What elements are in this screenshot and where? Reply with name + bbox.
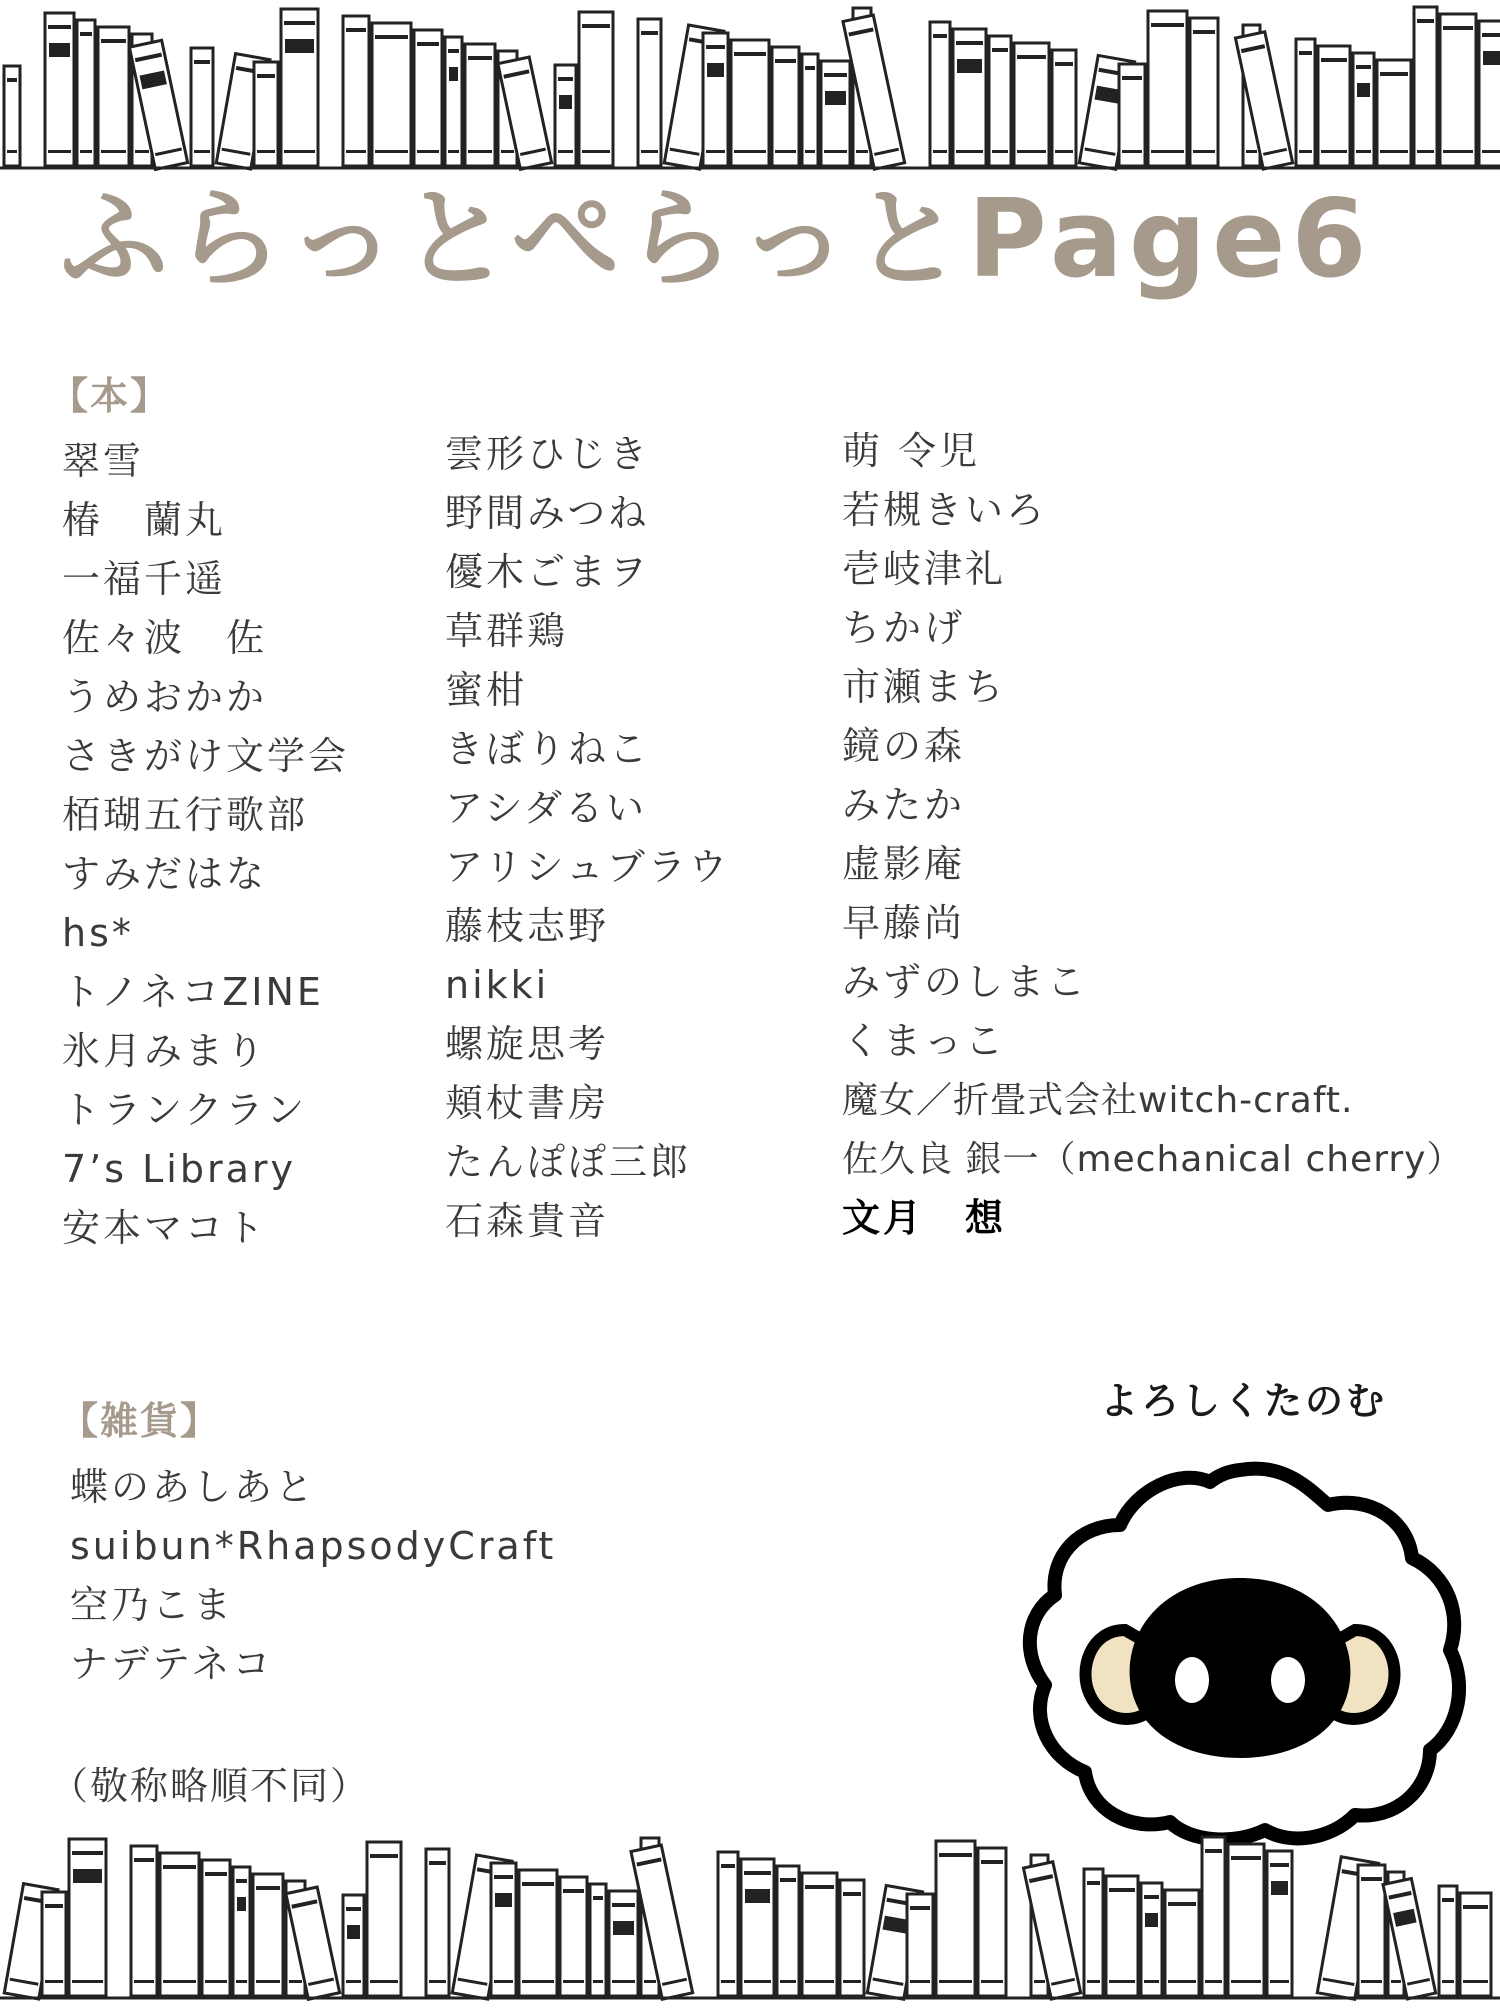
- list-item: 若槻きいろ: [842, 488, 1048, 532]
- list-item: nikki: [445, 963, 550, 1007]
- list-item: みずのしまこ: [842, 960, 1089, 1004]
- list-item: さきがけ文学会: [62, 734, 350, 778]
- sheep-icon: [1010, 1440, 1470, 1850]
- list-item: すみだはな: [62, 852, 268, 896]
- list-item: 鏡の森: [842, 724, 966, 768]
- list-item: 佐々波 佐: [62, 616, 268, 660]
- list-item: 萌 令児: [842, 429, 981, 473]
- list-item: 石森貴音: [445, 1199, 610, 1243]
- list-item: 7’s Library: [62, 1147, 297, 1191]
- list-item: 椿 蘭丸: [62, 498, 227, 542]
- list-item: 草群鶏: [445, 609, 569, 653]
- list-item: 安本マコト: [62, 1206, 268, 1250]
- list-item: ちかげ: [842, 606, 966, 650]
- list-item: 栢瑚五行歌部: [62, 793, 309, 837]
- list-item: 空乃こま: [70, 1583, 235, 1627]
- list-item: 壱岐津礼: [842, 547, 1007, 591]
- list-item: suibun*RhapsodyCraft: [70, 1524, 557, 1568]
- list-item: 早藤尚: [842, 901, 966, 945]
- list-item: 文月 想: [842, 1196, 1007, 1240]
- bookshelf-icon: [0, 0, 1500, 180]
- list-item: 野間みつね: [445, 491, 650, 535]
- list-item: きぼりねこ: [445, 727, 651, 771]
- page-title: ふらっとぺらっとPage6: [60, 177, 1373, 302]
- mascot-caption: よろしくたのむ: [1100, 1379, 1388, 1423]
- list-item: 魔女／折畳式会社witch-craft.: [842, 1080, 1354, 1121]
- list-item: 雲形ひじき: [445, 432, 651, 476]
- books-column-1: [62, 432, 349, 1258]
- list-item: みたか: [842, 783, 966, 827]
- list-item: 優木ごまヲ: [445, 550, 651, 594]
- list-item: くまっこ: [842, 1019, 1007, 1063]
- books-column-2: [445, 425, 730, 1251]
- list-item: 蜜柑: [445, 668, 528, 712]
- bookshelf-icon: [0, 1830, 1500, 2010]
- list-item: 頬杖書房: [445, 1081, 610, 1125]
- list-item: ナデテネコ: [70, 1642, 274, 1686]
- list-item: アリシュブラウ: [445, 845, 730, 889]
- list-item: 氷月みまり: [62, 1029, 268, 1073]
- note-text: （敬称略順不同）: [50, 1764, 371, 1808]
- list-item: アシダるい: [445, 786, 647, 830]
- list-item: トノネコZINE: [62, 970, 324, 1014]
- list-item: 市瀬まち: [842, 665, 1007, 709]
- list-item: トランクラン: [62, 1088, 308, 1132]
- list-item: 螺旋思考: [445, 1022, 610, 1066]
- books-section-label: 【本】: [50, 374, 171, 418]
- list-item: 一福千遥: [62, 557, 227, 601]
- goods-section-label: 【雑貨】: [60, 1399, 221, 1443]
- list-item: 蝶のあしあと: [70, 1465, 317, 1509]
- list-item: たんぽぽ三郎: [445, 1140, 692, 1184]
- list-item: うめおかか: [62, 675, 268, 719]
- list-item: 虚影庵: [842, 842, 966, 886]
- goods-column: [70, 1458, 556, 1694]
- books-column-3: [842, 422, 1463, 1248]
- list-item: 藤枝志野: [445, 904, 610, 948]
- list-item: hs*: [62, 911, 134, 955]
- list-item: 佐久良 銀一（mechanical cherry）: [842, 1139, 1464, 1180]
- list-item: 翠雪: [62, 439, 145, 483]
